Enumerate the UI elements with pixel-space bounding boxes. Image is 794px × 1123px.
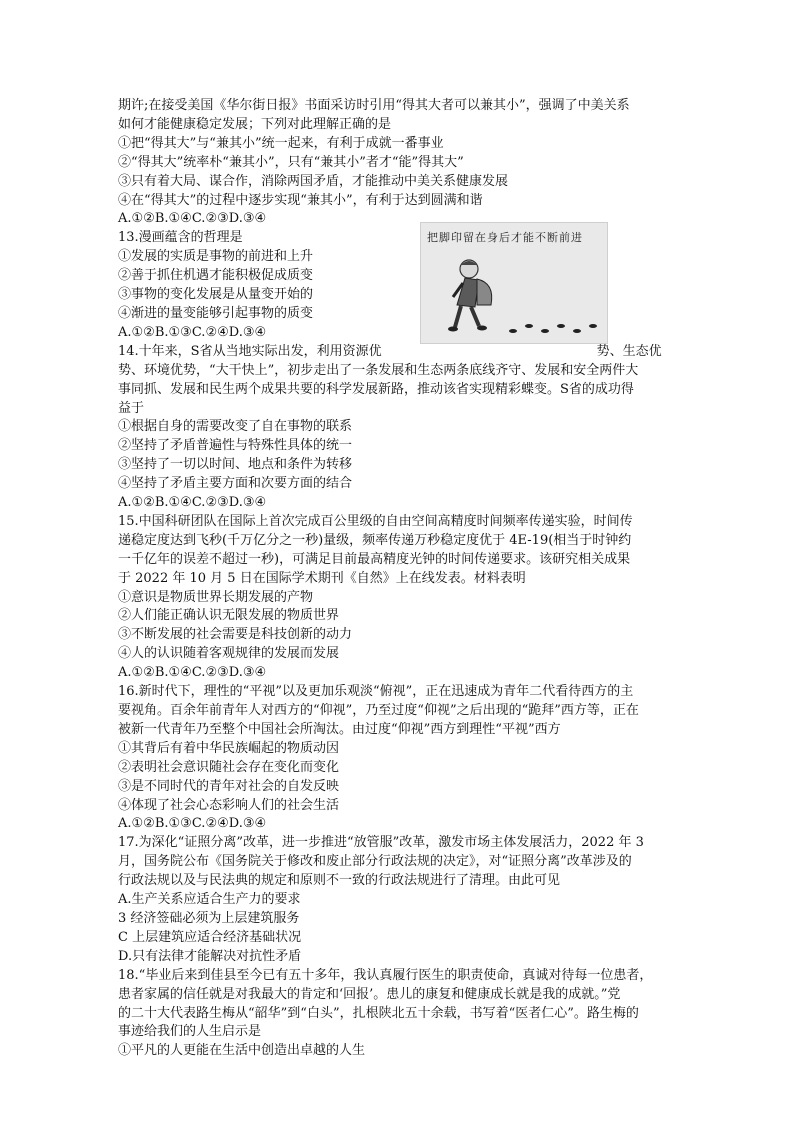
q14-stem-part: 14.十年来，S省从当地实际出发，利用资源优 xyxy=(118,343,382,359)
q16-stem-line: 要视角。百余年前青年人对西方的“仰视”，乃至过度“仰视”之后出现的“跪拜”西方等，正在 xyxy=(118,703,639,718)
q13-option: ①发展的实质是事物的前进和上升 xyxy=(118,249,314,265)
question-12 xyxy=(118,97,676,229)
q14-stem-line: 事同抓、发展和民生两个成果共要的科学发展新路，推动该省实现精彩蝶变。S省的成功得 xyxy=(118,381,634,397)
q17-option: D.只有法律才能解决对抗性矛盾 xyxy=(118,948,302,964)
q18-stem-line: 的二十大代表路生梅从“韶华”到“白头”，扎根陕北五十余载，书写着“医者仁心”。路生梅的 xyxy=(118,1005,639,1021)
q15-stem-line: 于 2022 年 10 月 5 日在国际学术期刊《自然》上在线发表。材料表明 xyxy=(118,570,526,586)
q17-option: 3 经济签础必须为上层建筑服务 xyxy=(118,910,300,926)
q13-answer-choices: A.①②B.①③C.②④D.③④ xyxy=(118,324,267,340)
q15-stem-line: 递稳定度达到飞秒(千万亿分之一秒)量级，频率传递万秒稳定度优于 4E-19(相当于时钟约 xyxy=(118,532,632,548)
q14-option: ③坚持了一切以时间、地点和条件为转移 xyxy=(118,457,353,473)
q13-stem: 13.漫画蕴含的哲理是 xyxy=(118,230,243,246)
question-17 xyxy=(118,834,676,966)
q12-stem-line: 期许;在接受美国《华尔街日报》书面采访时引用“得其大者可以兼其小”，强调了中美关系 xyxy=(118,98,630,113)
q18-stem-line: 患者家属的信任就是对我最大的肯定和‘回报’。患儿的康复和健康成长就是我的成就。”党 xyxy=(118,986,621,1002)
q16-option: ④体现了社会心态彩响人们的社会生活 xyxy=(118,797,340,813)
q15-option: ②人们能正确认识无限发展的物质世界 xyxy=(118,608,340,624)
q16-option: ③是不同时代的青年对社会的自发反映 xyxy=(118,778,340,794)
q12-option: ②“得其大”统率朴“兼其小”，只有“兼其小”者才“能”得其大” xyxy=(118,154,464,170)
question-18 xyxy=(118,967,676,1062)
q15-option: ③不断发展的社会需要是科技创新的动力 xyxy=(118,627,353,643)
q17-option: A.生产关系应适合生产力的要求 xyxy=(118,892,301,908)
q14-option: ①根据自身的需要改变了自在事物的联系 xyxy=(118,419,353,435)
q14-option: ②坚持了矛盾普遍性与特殊性具体的统一 xyxy=(118,438,353,454)
q17-stem-line: 17.为深化“证照分离”改革，进一步推进“放管服”改革，激发市场主体发展活力，2022 年 3 xyxy=(118,835,644,851)
q16-stem-line: 16.新时代下，理性的“平视”以及更加乐观淡“俯视”，正在迅速成为青年二代看待西方的主 xyxy=(118,684,634,700)
q17-stem-line: 行政法规以及与民法典的规定和原则不一致的行政法规进行了清理。由此可见 xyxy=(118,873,561,889)
q15-option: ①意识是物质世界长期发展的产物 xyxy=(118,589,314,605)
q12-option: ①把“得其大”与“兼其小”统一起来，有利于成就一番事业 xyxy=(118,135,444,151)
q12-option: ③只有着大局、谋合作，消除两国矛盾，才能推动中美关系健康发展 xyxy=(118,173,509,189)
q16-answer-choices: A.①②B.①③C.②④D.③④ xyxy=(118,816,267,832)
q15-answer-choices: A.①②B.①④C.②③D.③④ xyxy=(118,665,267,681)
question-16 xyxy=(118,683,676,834)
q14-stem-line xyxy=(118,343,676,362)
q13-option: ②善于抓住机遇才能积极促成质变 xyxy=(118,268,314,284)
q16-option: ①其背后有着中华民族崛起的物质动因 xyxy=(118,740,340,756)
q16-stem-line: 被新一代青年乃至整个中国社会所淘汰。由过度“仰视”西方到理性“平视”西方 xyxy=(118,721,561,737)
q12-option: ④在“得其大”的过程中逐步实现“兼其小”，有利于达到圆满和谐 xyxy=(118,192,483,208)
q16-option: ②表明社会意识随社会存在变化而变化 xyxy=(118,759,340,775)
q14-stem-line: 势、环境优势，“大干快上”，初步走出了一条发展和生态两条底线齐守、发展和安全两件大 xyxy=(118,362,639,378)
q18-stem-line: 事迹给我们的人生启示是 xyxy=(118,1024,262,1040)
q15-stem-line: 15.中国科研团队在国际上首次完成百公里级的自由空间高精度时间频率传递实验，时间传 xyxy=(118,513,633,529)
q17-option: C 上层建筑应适合经济基础状况 xyxy=(118,929,302,945)
question-15 xyxy=(118,513,676,683)
q17-stem-line: 月，国务院公布《国务院关于修改和废止部分行政法规的决定》，对“证照分离”改革涉及的 xyxy=(118,854,632,870)
q15-stem-line: 一千亿年的误差不超过一秒)，可满足目前最高精度光钟的时间传递要求。该研究相关成果 xyxy=(118,551,631,567)
q18-option: ①平凡的人更能在生活中创造出卓越的人生 xyxy=(118,1043,366,1059)
q12-answer-choices: A.①②B.①④C.②③D.③④ xyxy=(118,211,267,227)
q18-stem-line: 18.“毕业后来到佳县至今已有五十多年，我认真履行医生的职责使命，真诚对待每一位患者， xyxy=(118,967,653,983)
q13-cartoon-image xyxy=(420,222,608,344)
question-14 xyxy=(118,343,676,513)
q14-stem-line: 益于 xyxy=(118,400,145,416)
q14-option: ④坚持了矛盾主要方面和次要方面的结合 xyxy=(118,476,353,492)
q13-option: ④渐进的量变能够引起事物的质变 xyxy=(118,305,314,321)
q14-stem-part: 势、生态优 xyxy=(596,343,662,359)
q13-cartoon-caption: 把脚印留在身后才能不断前进 xyxy=(427,231,583,244)
q15-option: ④人的认识随着客观规律的发展而发展 xyxy=(118,646,340,662)
q14-answer-choices: A.①②B.①④C.②③D.③④ xyxy=(118,495,267,511)
q13-option: ③事物的变化发展是从量变开始的 xyxy=(118,287,314,303)
q12-stem-line: 如何才能健康稳定发展；下列对此理解正确的是 xyxy=(118,116,392,132)
